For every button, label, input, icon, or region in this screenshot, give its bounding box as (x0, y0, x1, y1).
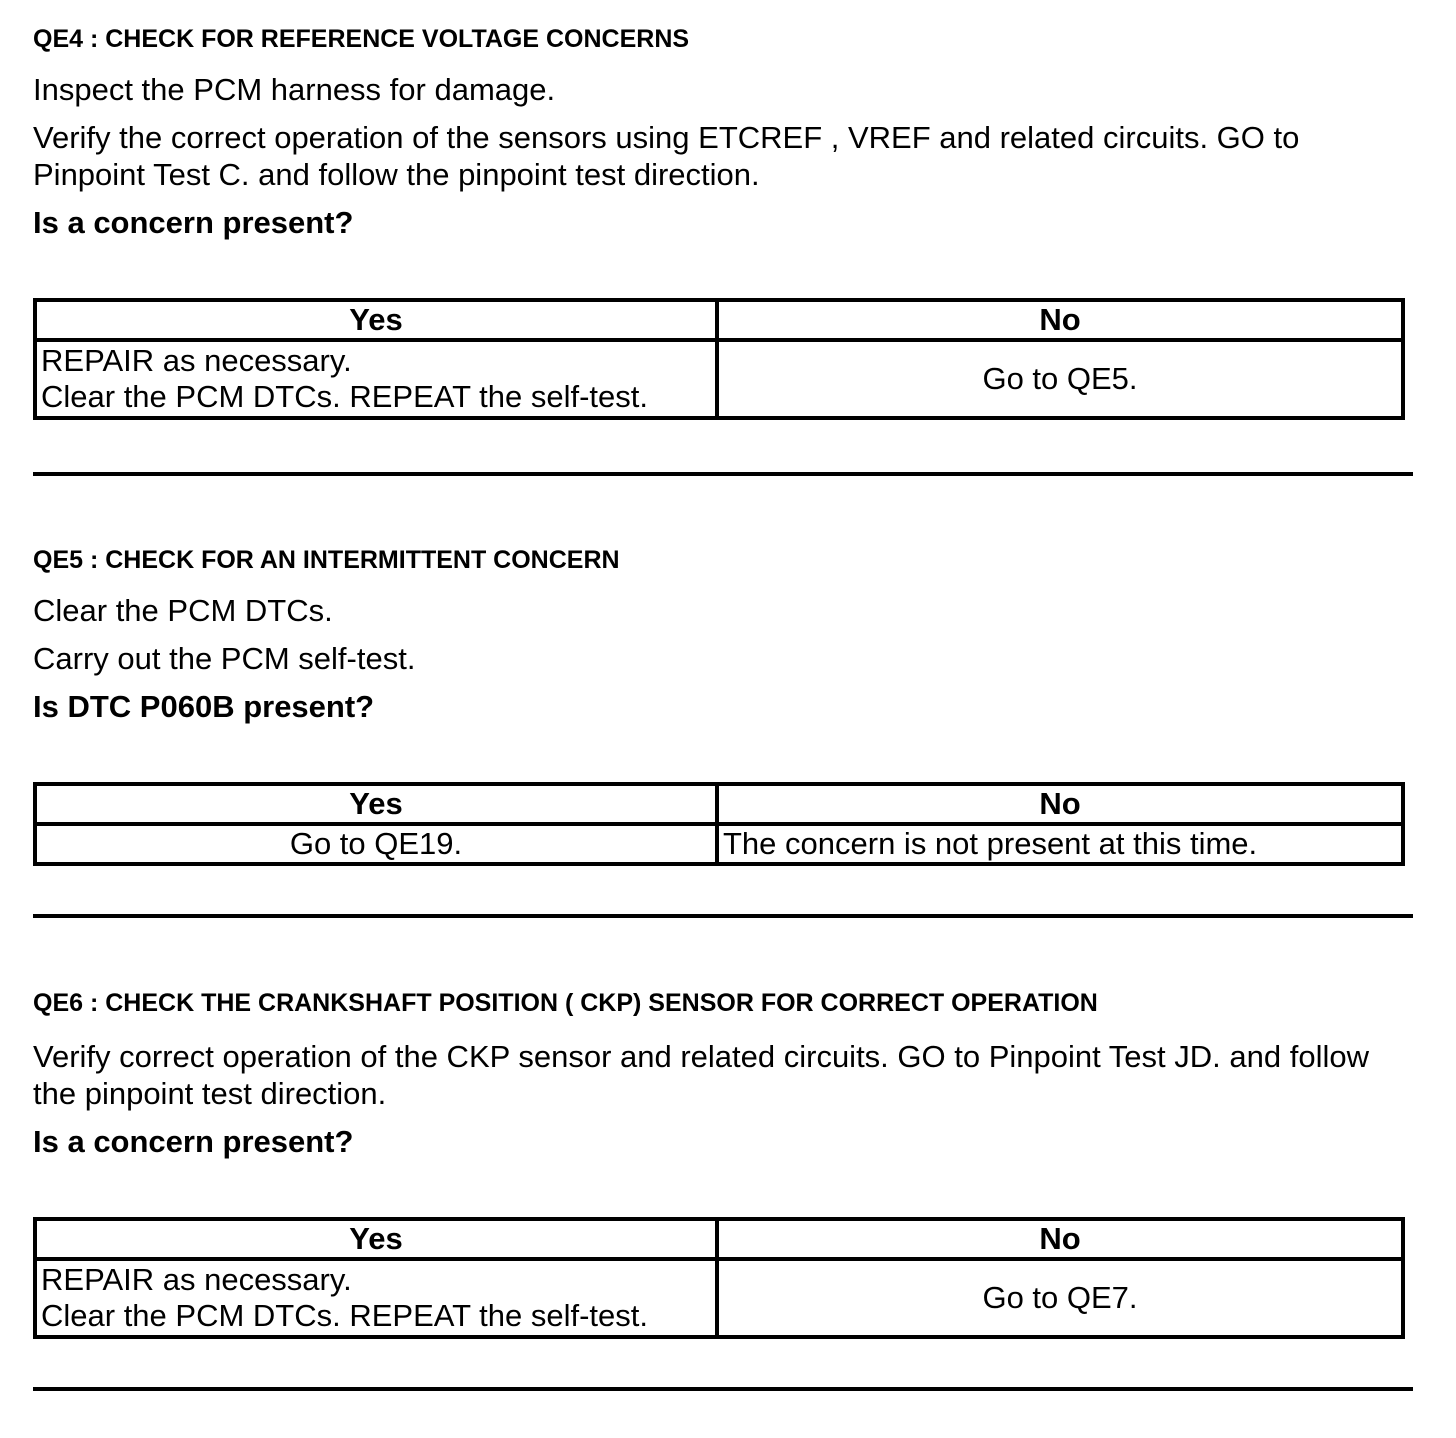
qe4-instruction-2: Verify the correct operation of the sensors using ETCREF , VREF and related circuits. GO to Pinpoint Test C. and follow the pinpoint test direction. (33, 120, 1300, 192)
qe5-yes-header: Yes (35, 784, 717, 824)
qe6-yes-line-1: REPAIR as necessary. (41, 1262, 352, 1297)
qe4-yes-cell (35, 340, 717, 418)
qe5-instruction-2: Carry out the PCM self-test. (33, 641, 416, 676)
section-divider (33, 472, 1413, 476)
qe6-yes-cell (35, 1259, 717, 1337)
qe6-no-header: No (717, 1219, 1403, 1259)
qe6-yes-line-2: Clear the PCM DTCs. REPEAT the self-test. (41, 1298, 648, 1333)
qe5-yes-cell: Go to QE19. (35, 824, 717, 864)
qe4-no-cell: Go to QE5. (717, 340, 1403, 418)
qe4-section (33, 24, 1413, 241)
qe5-section (33, 545, 1413, 725)
qe6-answer-table (33, 1217, 1405, 1339)
qe5-question: Is DTC P060B present? (33, 689, 375, 724)
section-divider (33, 914, 1413, 918)
qe6-no-cell: Go to QE7. (717, 1259, 1403, 1337)
qe5-no-header: No (717, 784, 1403, 824)
qe5-answer-table (33, 782, 1405, 866)
qe6-section (33, 988, 1413, 1160)
qe4-yes-line-1: REPAIR as necessary. (41, 343, 352, 378)
qe4-answer-table (33, 298, 1405, 420)
qe6-heading: QE6 : CHECK THE CRANKSHAFT POSITION ( CKP) SENSOR FOR CORRECT OPERATION (33, 989, 1098, 1017)
qe6-instruction-1: Verify correct operation of the CKP sensor and related circuits. GO to Pinpoint Test JD. and follow the pinpoint test direction. (33, 1039, 1369, 1111)
qe6-yes-header: Yes (35, 1219, 717, 1259)
qe5-no-cell: The concern is not present at this time. (717, 824, 1403, 864)
qe4-yes-header: Yes (35, 300, 717, 340)
qe5-instruction-1: Clear the PCM DTCs. (33, 593, 333, 628)
section-divider (33, 1387, 1413, 1391)
qe4-no-header: No (717, 300, 1403, 340)
qe4-heading: QE4 : CHECK FOR REFERENCE VOLTAGE CONCERNS (33, 25, 690, 53)
qe5-heading: QE5 : CHECK FOR AN INTERMITTENT CONCERN (33, 546, 620, 574)
qe4-yes-line-2: Clear the PCM DTCs. REPEAT the self-test. (41, 379, 648, 414)
qe6-question: Is a concern present? (33, 1124, 354, 1159)
qe4-instruction-1: Inspect the PCM harness for damage. (33, 72, 556, 107)
qe4-question: Is a concern present? (33, 205, 354, 240)
